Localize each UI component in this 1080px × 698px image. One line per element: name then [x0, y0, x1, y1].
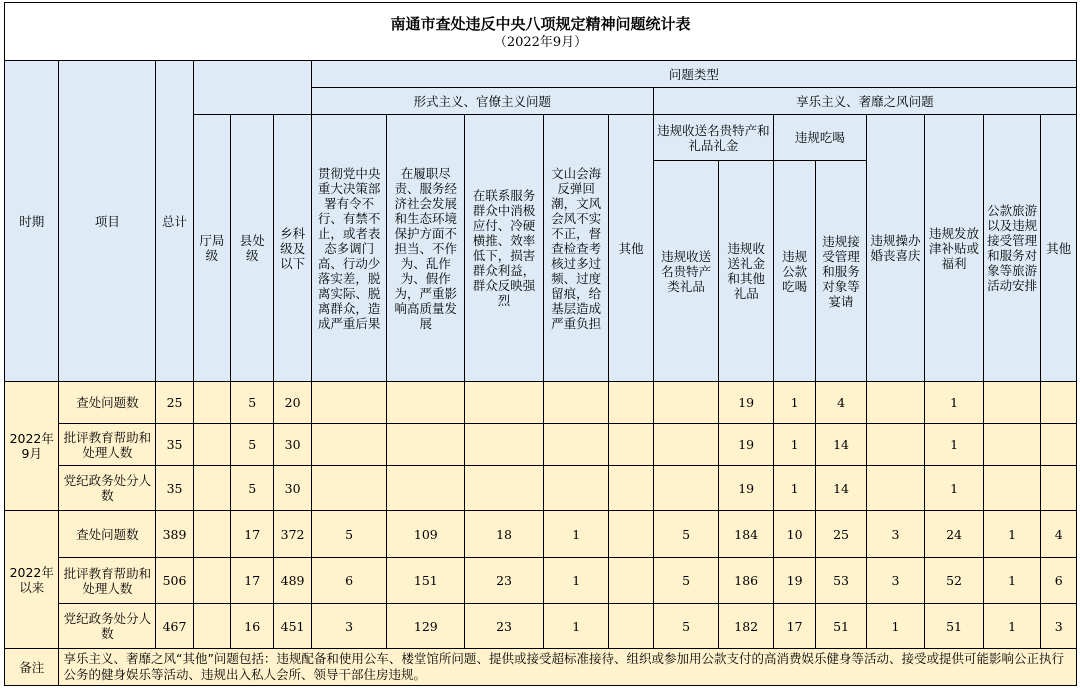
cell-h4: 1 — [925, 382, 984, 424]
cell-f3 — [465, 466, 544, 511]
cell-xiang: 30 — [274, 424, 311, 466]
cell-eat1: 1 — [773, 424, 815, 466]
cell-gift1: 5 — [653, 604, 719, 649]
cell-gift1 — [653, 424, 719, 466]
cell-gift2: 184 — [719, 511, 773, 558]
cell-f1: 5 — [311, 511, 387, 558]
cell-f4 — [543, 424, 609, 466]
cell-xiang: 451 — [274, 604, 311, 649]
cell-xian: 5 — [231, 382, 274, 424]
table-header — [5, 61, 1077, 382]
cell-f4 — [543, 466, 609, 511]
header-level-xiang: 乡科级及以下 — [274, 115, 311, 382]
table-row — [5, 511, 1077, 558]
cell-h5 — [983, 382, 1041, 424]
cell-h6 — [1041, 466, 1077, 511]
cell-f5 — [609, 466, 653, 511]
cell-f4: 1 — [543, 604, 609, 649]
cell-f1: 6 — [311, 558, 387, 604]
cell-gift1 — [653, 382, 719, 424]
cell-h4: 51 — [925, 604, 984, 649]
header-allowance: 违规发放津补贴或福利 — [925, 115, 984, 382]
note-text: 享乐主义、奢靡之风“其他”问题包括：违规配备和使用公车、楼堂馆所问题、提供或接受超标准接待、组织或参加用公款支付的高消费娱乐健身等活动、接受或提供可能影响公正执行公务的健身娱乐等活动、违规出入私人会所、领导干部住房违规。 — [59, 649, 1077, 686]
cell-xiang: 489 — [274, 558, 311, 604]
table-row — [5, 466, 1077, 511]
cell-gift2: 182 — [719, 604, 773, 649]
cell-h4: 52 — [925, 558, 984, 604]
cell-eat2: 25 — [816, 511, 866, 558]
cell-h6 — [1041, 424, 1077, 466]
cell-eat1: 19 — [773, 558, 815, 604]
header-problem-type: 问题类型 — [311, 61, 1076, 88]
cell-h5: 1 — [983, 558, 1041, 604]
header-eating-banquet: 违规接受管理和服务对象等宴请 — [816, 161, 866, 382]
cell-gift1: 5 — [653, 558, 719, 604]
header-formalism-other: 其他 — [609, 115, 653, 382]
cell-xian: 17 — [231, 558, 274, 604]
cell-f2 — [387, 424, 465, 466]
cell-f5 — [609, 382, 653, 424]
cell-h6 — [1041, 382, 1077, 424]
row-item: 党纪政务处分人数 — [59, 466, 156, 511]
cell-total: 35 — [156, 466, 193, 511]
cell-h6: 4 — [1041, 511, 1077, 558]
cell-ting — [193, 511, 230, 558]
cell-h6: 6 — [1041, 558, 1077, 604]
header-gift-group: 违规收送名贵特产和礼品礼金 — [653, 115, 773, 161]
cell-f1 — [311, 382, 387, 424]
header-formalism-group: 形式主义、官僚主义问题 — [311, 88, 653, 115]
cell-total: 389 — [156, 511, 193, 558]
cell-eat1: 10 — [773, 511, 815, 558]
row-item: 党纪政务处分人数 — [59, 604, 156, 649]
cell-f2: 129 — [387, 604, 465, 649]
header-level-group — [193, 61, 311, 115]
header-gift-money: 违规收送礼金和其他礼品 — [719, 161, 773, 382]
cell-gift2: 19 — [719, 382, 773, 424]
cell-f5 — [609, 604, 653, 649]
row-item: 批评教育帮助和处理人数 — [59, 558, 156, 604]
cell-ting — [193, 382, 230, 424]
note-section — [5, 649, 1077, 686]
cell-gift2: 19 — [719, 424, 773, 466]
cell-h3 — [866, 382, 925, 424]
row-item: 查处问题数 — [59, 511, 156, 558]
header-item: 项目 — [59, 61, 156, 382]
statistics-table — [4, 60, 1077, 686]
cell-xian: 5 — [231, 424, 274, 466]
header-wedding-funeral: 违规操办婚丧喜庆 — [866, 115, 925, 382]
header-formalism-1: 贯彻党中央重大决策部署有令不行、有禁不止，或者表态多调门高、行动少落实差，脱离实际、脱离群众，造成严重后果 — [311, 115, 387, 382]
cell-eat2: 53 — [816, 558, 866, 604]
cell-h3: 3 — [866, 558, 925, 604]
cell-f3 — [465, 382, 544, 424]
cell-total: 467 — [156, 604, 193, 649]
cell-f5 — [609, 511, 653, 558]
cell-f2: 151 — [387, 558, 465, 604]
cell-gift2: 19 — [719, 466, 773, 511]
cell-eat2: 14 — [816, 424, 866, 466]
cell-ting — [193, 424, 230, 466]
cell-f5 — [609, 558, 653, 604]
header-travel: 公款旅游以及违规接受管理和服务对象等旅游活动安排 — [983, 115, 1041, 382]
cell-xiang: 372 — [274, 511, 311, 558]
cell-xiang: 20 — [274, 382, 311, 424]
cell-xian: 17 — [231, 511, 274, 558]
cell-ting — [193, 558, 230, 604]
cell-f5 — [609, 424, 653, 466]
cell-h4: 1 — [925, 466, 984, 511]
header-period: 时期 — [5, 61, 59, 382]
note-label: 备注 — [5, 649, 59, 686]
row-item: 查处问题数 — [59, 382, 156, 424]
cell-h6: 3 — [1041, 604, 1077, 649]
header-hedonism-group: 享乐主义、奢靡之风问题 — [653, 88, 1076, 115]
table-row — [5, 382, 1077, 424]
cell-h5 — [983, 424, 1041, 466]
header-gift-specialty: 违规收送名贵特产类礼品 — [653, 161, 719, 382]
cell-total: 506 — [156, 558, 193, 604]
cell-xian: 16 — [231, 604, 274, 649]
header-level-xian: 县处级 — [231, 115, 274, 382]
period-ytd-2022 — [5, 511, 1077, 649]
table-title: 南通市查处违反中央八项规定精神问题统计表 — [390, 15, 691, 33]
table-row — [5, 604, 1077, 649]
cell-h3: 3 — [866, 511, 925, 558]
cell-h3 — [866, 466, 925, 511]
cell-eat1: 17 — [773, 604, 815, 649]
title-box — [4, 2, 1077, 60]
cell-total: 25 — [156, 382, 193, 424]
cell-h4: 24 — [925, 511, 984, 558]
row-item: 批评教育帮助和处理人数 — [59, 424, 156, 466]
header-hedonism-other: 其他 — [1041, 115, 1077, 382]
cell-h3: 1 — [866, 604, 925, 649]
header-formalism-4: 文山会海反弹回潮，文风会风不实不正，督查检查考核过多过频、过度留痕，给基层造成严重负担 — [543, 115, 609, 382]
cell-f1: 3 — [311, 604, 387, 649]
table-subtitle: （2022年9月） — [493, 35, 588, 50]
period-label: 2022年以来 — [5, 511, 59, 649]
cell-f2 — [387, 382, 465, 424]
cell-f3: 23 — [465, 604, 544, 649]
cell-eat1: 1 — [773, 466, 815, 511]
cell-total: 35 — [156, 424, 193, 466]
cell-ting — [193, 604, 230, 649]
period-label: 2022年9月 — [5, 382, 59, 511]
cell-f3: 18 — [465, 511, 544, 558]
cell-eat2: 51 — [816, 604, 866, 649]
cell-eat2: 14 — [816, 466, 866, 511]
cell-gift2: 186 — [719, 558, 773, 604]
cell-f3: 23 — [465, 558, 544, 604]
cell-f4 — [543, 382, 609, 424]
header-formalism-3: 在联系服务群众中消极应付、冷硬横推、效率低下，损害群众利益，群众反映强烈 — [465, 115, 544, 382]
cell-f3 — [465, 424, 544, 466]
cell-f4: 1 — [543, 558, 609, 604]
table-row — [5, 424, 1077, 466]
header-level-ting: 厅局级 — [193, 115, 230, 382]
statistics-sheet — [4, 2, 1077, 695]
header-formalism-2: 在履职尽责、服务经济社会发展和生态环境保护方面不担当、不作为、乱作为、假作为，严重影响高质量发展 — [387, 115, 465, 382]
table-row — [5, 558, 1077, 604]
cell-f2: 109 — [387, 511, 465, 558]
cell-eat1: 1 — [773, 382, 815, 424]
header-eating-group: 违规吃喝 — [773, 115, 866, 161]
cell-f4: 1 — [543, 511, 609, 558]
header-total: 总计 — [156, 61, 193, 382]
cell-h4: 1 — [925, 424, 984, 466]
cell-gift1: 5 — [653, 511, 719, 558]
cell-xian: 5 — [231, 466, 274, 511]
cell-h3 — [866, 424, 925, 466]
cell-f2 — [387, 466, 465, 511]
cell-eat2: 4 — [816, 382, 866, 424]
cell-h5 — [983, 466, 1041, 511]
cell-ting — [193, 466, 230, 511]
cell-gift1 — [653, 466, 719, 511]
cell-h5: 1 — [983, 604, 1041, 649]
cell-f1 — [311, 466, 387, 511]
header-eating-public: 违规公款吃喝 — [773, 161, 815, 382]
cell-f1 — [311, 424, 387, 466]
period-sep-2022 — [5, 382, 1077, 511]
cell-xiang: 30 — [274, 466, 311, 511]
cell-h5: 1 — [983, 511, 1041, 558]
